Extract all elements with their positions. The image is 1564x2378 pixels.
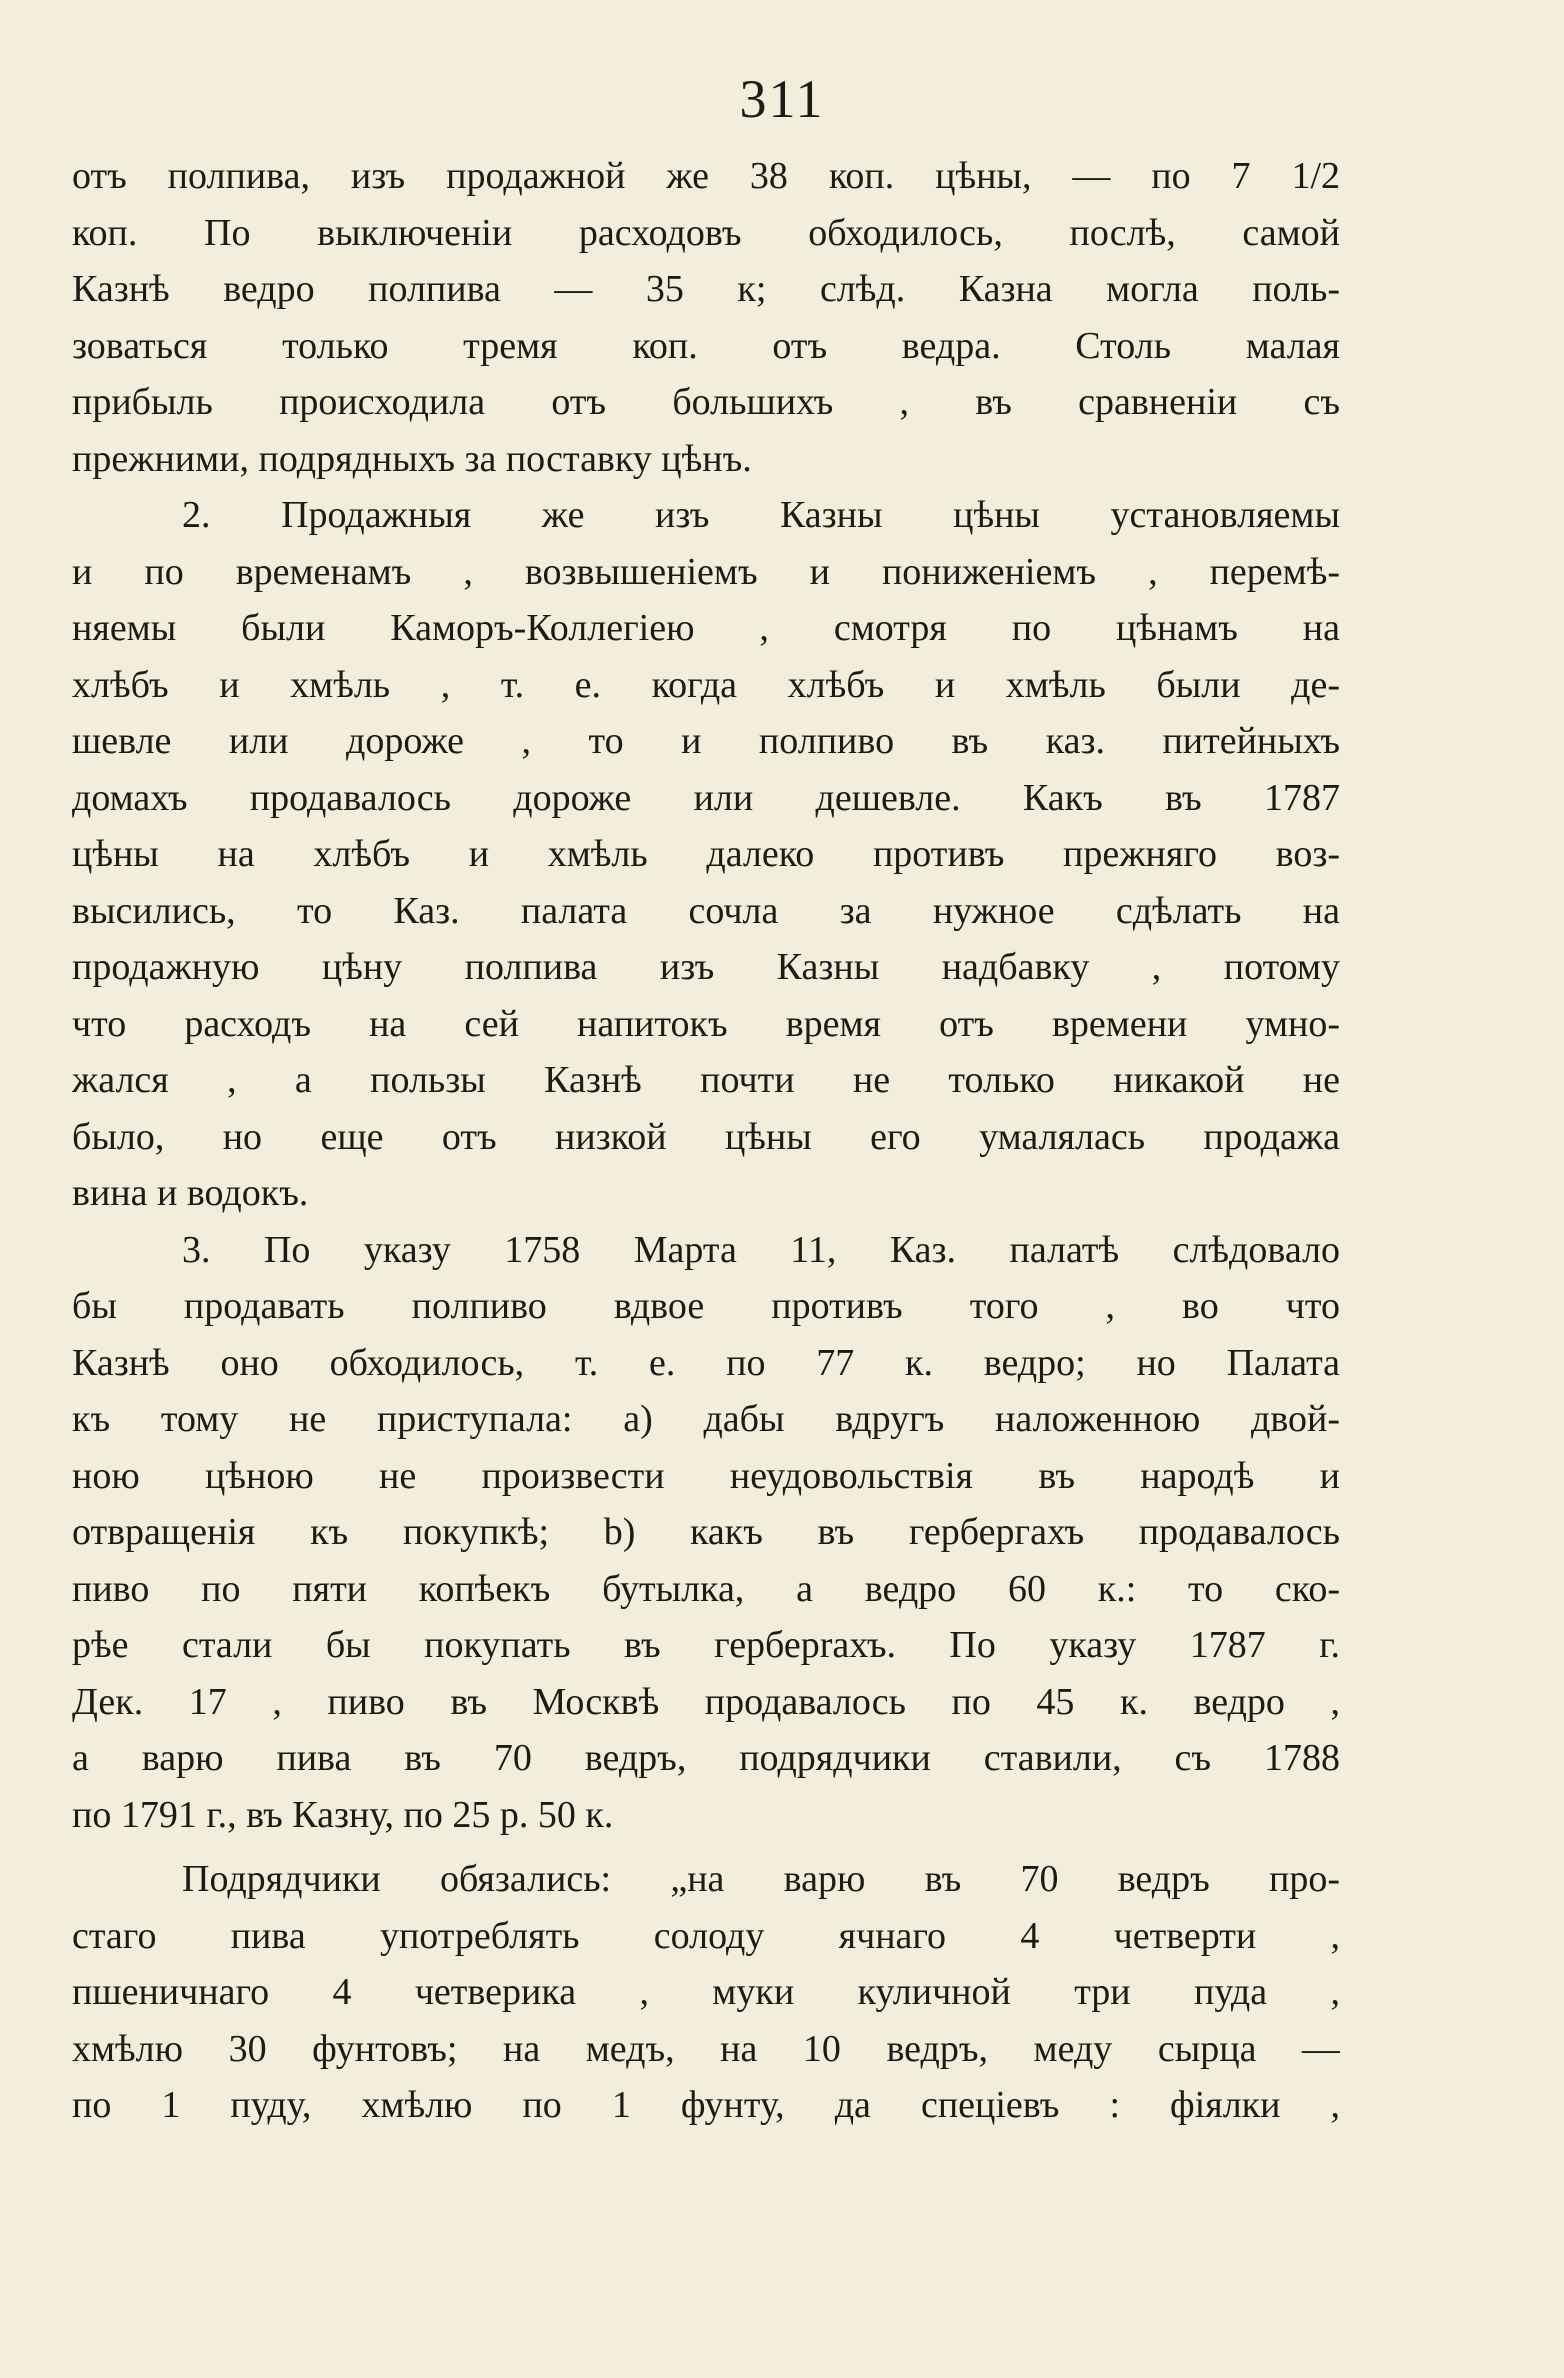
text-line: бы продавать полпиво вдвое противъ того , во что — [72, 1285, 1340, 1327]
text-line: Казнѣ оно обходилось, т. е. по 77 к. ведро; но Палата — [72, 1341, 1340, 1384]
text-line: Дек. 17 , пиво въ Москвѣ продавалось по 45 к. ведро , — [72, 1680, 1340, 1723]
text-line: продажную цѣну полпива изъ Казны надбавку , потому — [72, 946, 1340, 988]
paragraph-3 — [72, 1222, 1340, 1844]
text-line: отвращенія къ покупкѣ; b) какъ въ гербергахъ продавалось — [72, 1511, 1340, 1553]
text-line: по 1791 г., въ Казну, по 25 р. 50 к. — [72, 1793, 614, 1836]
paragraph-4 — [72, 1851, 1340, 2134]
paragraph-gap — [72, 1843, 1340, 1851]
text-line: 3. По указу 1758 Марта 11, Каз. палатѣ слѣдовало — [182, 1228, 1340, 1271]
text-line: 2. Продажныя же изъ Казны цѣны установляемы — [182, 494, 1340, 536]
text-line: няемы были Каморъ-Коллегіею , смотря по цѣнамъ на — [72, 607, 1340, 649]
text-line: было, но еще отъ низкой цѣны его умалялась продажа — [72, 1115, 1340, 1158]
text-line: цѣны на хлѣбъ и хмѣль далеко противъ прежняго воз- — [72, 833, 1340, 875]
text-line: Подрядчики обязались: „на варю въ 70 ведръ про- — [182, 1858, 1340, 1900]
text-line: Казнѣ ведро полпива — 35 к; слѣд. Казна могла поль- — [72, 268, 1340, 310]
text-line: а варю пива въ 70 ведръ, подрядчики ставили, съ 1788 — [72, 1737, 1340, 1779]
text-line: хмѣлю 30 фунтовъ; на медъ, на 10 ведръ, меду сырца — — [72, 2027, 1340, 2070]
text-line: и по временамъ , возвышеніемъ и пониженіемъ , перемѣ- — [72, 550, 1340, 593]
text-line: вина и водокъ. — [72, 1172, 309, 1214]
page-text — [72, 148, 1340, 2134]
text-line: домахъ продавалось дороже или дешевле. Какъ въ 1787 — [72, 776, 1340, 819]
text-line: пшеничнаго 4 четверика , муки куличной три пуда , — [72, 1971, 1340, 2013]
text-line: что расходъ на сей напитокъ время отъ времени умно- — [72, 1002, 1340, 1045]
text-line: рѣе стали бы покупать въ герберrахъ. По указу 1787 г. — [72, 1624, 1340, 1666]
text-line: прежними, подрядныхъ за поставку цѣнъ. — [72, 437, 752, 480]
text-line: отъ полпива, изъ продажной же 38 коп. цѣны, — по 7 1/2 — [72, 155, 1340, 197]
page-number: 311 — [739, 69, 825, 129]
text-line: по 1 пуду, хмѣлю по 1 фунту, да спеціевъ : фіялки , — [72, 2084, 1340, 2126]
text-line: ною цѣною не произвести неудовольствія въ народѣ и — [72, 1454, 1340, 1497]
text-line: шевле или дороже , то и полпиво въ каз. питейныхъ — [72, 720, 1340, 762]
text-line: пиво по пяти копѣекъ бутылка, а ведро 60 к.: то ско- — [72, 1567, 1340, 1610]
text-line: къ тому не приступала: a) дабы вдругъ наложенною двой- — [72, 1398, 1340, 1440]
text-line: высились, то Каз. палата сочла за нужное сдѣлать на — [72, 889, 1340, 932]
paragraph-2 — [72, 487, 1340, 1222]
text-line: хлѣбъ и хмѣль , т. е. когда хлѣбъ и хмѣль были де- — [72, 663, 1340, 706]
paragraph-continuation — [72, 148, 1340, 487]
text-line: стаго пива употреблять солоду ячнаго 4 четверти , — [72, 1914, 1340, 1957]
text-line: зоваться только тремя коп. отъ ведра. Столь малая — [72, 324, 1340, 367]
text-line: жался , а пользы Казнѣ почти не только никакой не — [72, 1059, 1340, 1101]
text-line: прибыль происходила отъ большихъ , въ сравненіи съ — [72, 381, 1340, 423]
text-line: коп. По выключеніи расходовъ обходилось, послѣ, самой — [72, 211, 1340, 254]
